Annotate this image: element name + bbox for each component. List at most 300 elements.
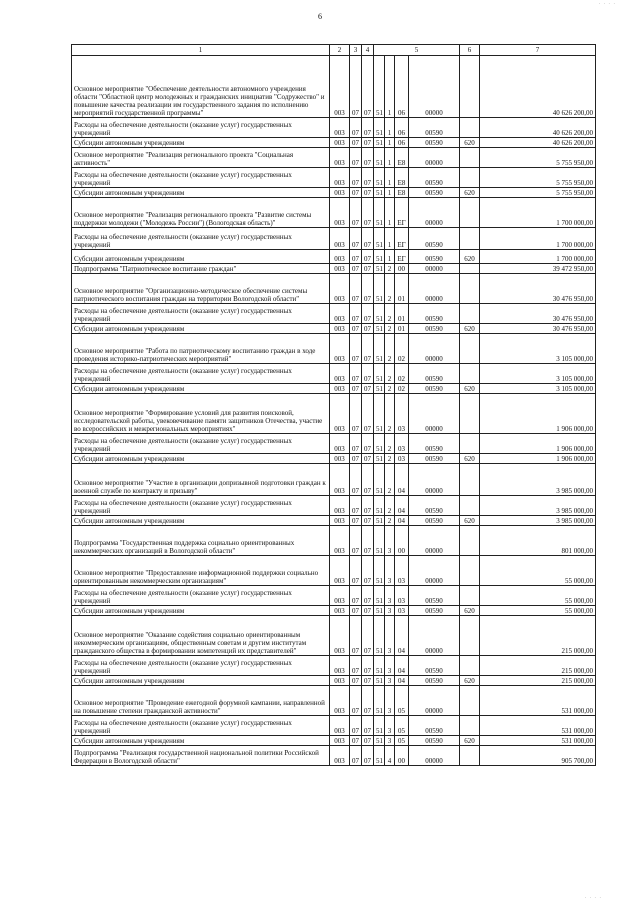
cell-amount: 3 985 000,00 xyxy=(480,496,596,516)
cell-e: 00000 xyxy=(409,686,460,716)
cell-c6: 620 xyxy=(460,516,480,526)
cell-name: Расходы на обеспечение деятельности (оказание услуг) государственных учреждений xyxy=(72,304,330,324)
cell-d: 00 xyxy=(395,264,409,274)
cell-c4: 07 xyxy=(362,138,374,148)
cell-d: ЕГ xyxy=(395,228,409,250)
cell-c3: 07 xyxy=(350,716,362,736)
cell-e: 00590 xyxy=(409,384,460,394)
cell-amount: 30 476 950,00 xyxy=(480,304,596,324)
cell-c6 xyxy=(460,148,480,168)
cell-name: Основное мероприятие "Оказание содействия социально ориентированным некоммерческим организациям, общественным советам и другим институтам гражданского общества в формировании компетенций их представителей" xyxy=(72,616,330,656)
table-row xyxy=(72,716,596,736)
table-row xyxy=(72,198,596,228)
cell-c3: 07 xyxy=(350,686,362,716)
table-row xyxy=(72,56,596,118)
cell-c2: 003 xyxy=(330,334,350,364)
cell-amount: 40 626 200,00 xyxy=(480,138,596,148)
cell-e: 00590 xyxy=(409,228,460,250)
cell-name: Подпрограмма "Патриотическое воспитание граждан" xyxy=(72,264,330,274)
cell-e: 00000 xyxy=(409,264,460,274)
cell-name: Расходы на обеспечение деятельности (оказание услуг) государственных учреждений xyxy=(72,434,330,454)
cell-d: 05 xyxy=(395,716,409,736)
cell-c2: 003 xyxy=(330,556,350,586)
cell-c3: 07 xyxy=(350,656,362,676)
cell-d: 00 xyxy=(395,746,409,766)
page-number: 6 xyxy=(318,12,322,21)
cell-b: 2 xyxy=(385,464,395,496)
cell-name: Субсидии автономным учреждениям xyxy=(72,188,330,198)
cell-c3: 07 xyxy=(350,324,362,334)
cell-name: Подпрограмма "Реализация государственной национальной политики Российской Федерации в Вологодской области" xyxy=(72,746,330,766)
cell-c3: 07 xyxy=(350,228,362,250)
cell-c3: 07 xyxy=(350,434,362,454)
header-cell: 2 xyxy=(330,45,350,56)
table-row xyxy=(72,384,596,394)
cell-e: 00590 xyxy=(409,716,460,736)
cell-b: 2 xyxy=(385,274,395,304)
cell-name: Расходы на обеспечение деятельности (оказание услуг) государственных учреждений xyxy=(72,228,330,250)
cell-d: ЕГ xyxy=(395,250,409,264)
cell-name: Основное мероприятие "Проведение ежегодной форумной кампании, направленной на повышение степени гражданской активности" xyxy=(72,686,330,716)
cell-c6 xyxy=(460,464,480,496)
cell-c4: 07 xyxy=(362,556,374,586)
cell-a: 51 xyxy=(374,516,385,526)
cell-b: 2 xyxy=(385,304,395,324)
cell-c4: 07 xyxy=(362,394,374,434)
cell-c2: 003 xyxy=(330,616,350,656)
cell-amount: 40 626 200,00 xyxy=(480,56,596,118)
cell-d: 04 xyxy=(395,464,409,496)
cell-b: 3 xyxy=(385,716,395,736)
cell-a: 51 xyxy=(374,138,385,148)
cell-name: Расходы на обеспечение деятельности (оказание услуг) государственных учреждений xyxy=(72,716,330,736)
cell-a: 51 xyxy=(374,394,385,434)
cell-b: 2 xyxy=(385,516,395,526)
cell-d: 02 xyxy=(395,384,409,394)
cell-c6 xyxy=(460,198,480,228)
cell-c3: 07 xyxy=(350,56,362,118)
cell-name: Субсидии автономным учреждениям xyxy=(72,736,330,746)
cell-c2: 003 xyxy=(330,686,350,716)
cell-c2: 003 xyxy=(330,716,350,736)
cell-c4: 07 xyxy=(362,264,374,274)
cell-c4: 07 xyxy=(362,304,374,324)
cell-a: 51 xyxy=(374,746,385,766)
table-row xyxy=(72,434,596,454)
table-body xyxy=(72,56,596,766)
cell-c6: 620 xyxy=(460,138,480,148)
cell-c3: 07 xyxy=(350,274,362,304)
table-row xyxy=(72,454,596,464)
cell-c6 xyxy=(460,586,480,606)
cell-e: 00000 xyxy=(409,616,460,656)
cell-c2: 003 xyxy=(330,138,350,148)
cell-a: 51 xyxy=(374,606,385,616)
cell-d: 02 xyxy=(395,334,409,364)
cell-amount: 1 906 000,00 xyxy=(480,394,596,434)
cell-e: 00590 xyxy=(409,118,460,138)
cell-c6: 620 xyxy=(460,384,480,394)
cell-c4: 07 xyxy=(362,516,374,526)
cell-d: 03 xyxy=(395,606,409,616)
cell-b: 1 xyxy=(385,56,395,118)
cell-c3: 07 xyxy=(350,526,362,556)
cell-c6 xyxy=(460,686,480,716)
cell-c4: 07 xyxy=(362,464,374,496)
cell-a: 51 xyxy=(374,274,385,304)
cell-d: 01 xyxy=(395,274,409,304)
cell-e: 00000 xyxy=(409,746,460,766)
cell-c4: 07 xyxy=(362,686,374,716)
cell-a: 51 xyxy=(374,716,385,736)
cell-e: 00590 xyxy=(409,656,460,676)
cell-c4: 07 xyxy=(362,716,374,736)
cell-c6 xyxy=(460,746,480,766)
cell-a: 51 xyxy=(374,496,385,516)
cell-c6 xyxy=(460,526,480,556)
cell-amount: 5 755 950,00 xyxy=(480,148,596,168)
cell-a: 51 xyxy=(374,616,385,656)
cell-c2: 003 xyxy=(330,526,350,556)
table-row xyxy=(72,464,596,496)
cell-a: 51 xyxy=(374,384,385,394)
cell-b: 2 xyxy=(385,384,395,394)
cell-c6: 620 xyxy=(460,250,480,264)
cell-b: 2 xyxy=(385,334,395,364)
cell-amount: 215 000,00 xyxy=(480,676,596,686)
cell-c3: 07 xyxy=(350,334,362,364)
table-row xyxy=(72,516,596,526)
header-cell: 1 xyxy=(72,45,330,56)
cell-name: Основное мероприятие "Обеспечение деятельности автономного учреждения области "Областной центр молодежных и гражданских инициатив "Содружество" и повышение качества реализации им государственного задания по исполнению мероприятий государственной программы" xyxy=(72,56,330,118)
cell-name: Основное мероприятие "Участие в организации допризывной подготовки граждан к военной службе по контракту и призыву" xyxy=(72,464,330,496)
cell-c3: 07 xyxy=(350,676,362,686)
cell-b: 2 xyxy=(385,454,395,464)
cell-a: 51 xyxy=(374,250,385,264)
cell-e: 00000 xyxy=(409,274,460,304)
cell-c3: 07 xyxy=(350,384,362,394)
scan-corner-mark: · · · · xyxy=(584,896,602,901)
cell-c3: 07 xyxy=(350,304,362,324)
cell-e: 00590 xyxy=(409,364,460,384)
budget-table xyxy=(71,44,596,766)
cell-c2: 003 xyxy=(330,746,350,766)
table-row xyxy=(72,686,596,716)
cell-amount: 1 700 000,00 xyxy=(480,228,596,250)
cell-a: 51 xyxy=(374,334,385,364)
cell-amount: 3 105 000,00 xyxy=(480,384,596,394)
cell-a: 51 xyxy=(374,586,385,606)
cell-a: 51 xyxy=(374,56,385,118)
cell-name: Субсидии автономным учреждениям xyxy=(72,384,330,394)
cell-c4: 07 xyxy=(362,656,374,676)
cell-d: E8 xyxy=(395,188,409,198)
header-row xyxy=(72,45,596,56)
header-cell: 4 xyxy=(362,45,374,56)
cell-d: 03 xyxy=(395,434,409,454)
cell-e: 00590 xyxy=(409,496,460,516)
cell-d: 02 xyxy=(395,364,409,384)
cell-c2: 003 xyxy=(330,168,350,188)
cell-name: Основное мероприятие "Реализация регионального проекта "Социальная активность" xyxy=(72,148,330,168)
cell-c4: 07 xyxy=(362,496,374,516)
cell-a: 51 xyxy=(374,364,385,384)
cell-amount: 55 000,00 xyxy=(480,586,596,606)
cell-c2: 003 xyxy=(330,606,350,616)
cell-c2: 003 xyxy=(330,586,350,606)
cell-amount: 3 985 000,00 xyxy=(480,516,596,526)
cell-e: 00590 xyxy=(409,736,460,746)
cell-c2: 003 xyxy=(330,148,350,168)
cell-c2: 003 xyxy=(330,516,350,526)
cell-c4: 07 xyxy=(362,168,374,188)
cell-name: Основное мероприятие "Работа по патриотическому воспитанию граждан в ходе проведения историко-патриотических мероприятий" xyxy=(72,334,330,364)
cell-c2: 003 xyxy=(330,274,350,304)
cell-amount: 30 476 950,00 xyxy=(480,324,596,334)
table-row xyxy=(72,228,596,250)
cell-c4: 07 xyxy=(362,250,374,264)
cell-amount: 30 476 950,00 xyxy=(480,274,596,304)
cell-amount: 531 000,00 xyxy=(480,716,596,736)
cell-b: 3 xyxy=(385,676,395,686)
cell-d: 04 xyxy=(395,656,409,676)
cell-c4: 07 xyxy=(362,324,374,334)
cell-e: 00590 xyxy=(409,250,460,264)
cell-e: 00000 xyxy=(409,556,460,586)
cell-c3: 07 xyxy=(350,138,362,148)
cell-amount: 40 626 200,00 xyxy=(480,118,596,138)
cell-name: Основное мероприятие "Организационно-методическое обеспечение системы патриотического воспитания граждан на территории Вологодской области" xyxy=(72,274,330,304)
cell-c6 xyxy=(460,274,480,304)
cell-d: 04 xyxy=(395,516,409,526)
cell-c3: 07 xyxy=(350,364,362,384)
cell-name: Расходы на обеспечение деятельности (оказание услуг) государственных учреждений xyxy=(72,168,330,188)
table-row xyxy=(72,496,596,516)
cell-c4: 07 xyxy=(362,434,374,454)
cell-c4: 07 xyxy=(362,56,374,118)
table-row xyxy=(72,304,596,324)
cell-c6 xyxy=(460,716,480,736)
cell-amount: 1 906 000,00 xyxy=(480,454,596,464)
cell-c4: 07 xyxy=(362,746,374,766)
cell-b: 2 xyxy=(385,434,395,454)
cell-name: Субсидии автономным учреждениям xyxy=(72,324,330,334)
cell-d: 06 xyxy=(395,56,409,118)
cell-a: 51 xyxy=(374,264,385,274)
cell-a: 51 xyxy=(374,454,385,464)
cell-e: 00590 xyxy=(409,676,460,686)
cell-b: 3 xyxy=(385,556,395,586)
cell-c3: 07 xyxy=(350,736,362,746)
cell-amount: 5 755 950,00 xyxy=(480,168,596,188)
cell-amount: 215 000,00 xyxy=(480,616,596,656)
cell-c3: 07 xyxy=(350,606,362,616)
cell-amount: 905 700,00 xyxy=(480,746,596,766)
cell-c6 xyxy=(460,334,480,364)
cell-c2: 003 xyxy=(330,394,350,434)
cell-d: 03 xyxy=(395,556,409,586)
cell-c6: 620 xyxy=(460,676,480,686)
cell-c3: 07 xyxy=(350,464,362,496)
cell-d: 03 xyxy=(395,454,409,464)
cell-b: 2 xyxy=(385,364,395,384)
cell-amount: 5 755 950,00 xyxy=(480,188,596,198)
cell-c2: 003 xyxy=(330,188,350,198)
cell-c4: 07 xyxy=(362,274,374,304)
cell-c3: 07 xyxy=(350,188,362,198)
cell-amount: 3 105 000,00 xyxy=(480,364,596,384)
cell-c3: 07 xyxy=(350,586,362,606)
cell-c3: 07 xyxy=(350,556,362,586)
cell-c6 xyxy=(460,228,480,250)
cell-c6 xyxy=(460,364,480,384)
cell-name: Расходы на обеспечение деятельности (оказание услуг) государственных учреждений xyxy=(72,656,330,676)
table-row xyxy=(72,676,596,686)
cell-c6: 620 xyxy=(460,188,480,198)
cell-c6 xyxy=(460,496,480,516)
cell-c6: 620 xyxy=(460,454,480,464)
cell-b: 2 xyxy=(385,324,395,334)
cell-c3: 07 xyxy=(350,148,362,168)
cell-d: 05 xyxy=(395,686,409,716)
cell-c4: 07 xyxy=(362,188,374,198)
cell-d: 04 xyxy=(395,676,409,686)
cell-c4: 07 xyxy=(362,228,374,250)
cell-name: Субсидии автономным учреждениям xyxy=(72,516,330,526)
cell-c6 xyxy=(460,168,480,188)
cell-amount: 1 700 000,00 xyxy=(480,250,596,264)
table-row xyxy=(72,274,596,304)
cell-c2: 003 xyxy=(330,496,350,516)
cell-c4: 07 xyxy=(362,334,374,364)
cell-e: 00590 xyxy=(409,586,460,606)
table-row xyxy=(72,556,596,586)
cell-c4: 07 xyxy=(362,616,374,656)
cell-c2: 003 xyxy=(330,324,350,334)
cell-a: 51 xyxy=(374,556,385,586)
cell-a: 51 xyxy=(374,656,385,676)
cell-d: 01 xyxy=(395,304,409,324)
cell-a: 51 xyxy=(374,736,385,746)
cell-amount: 55 000,00 xyxy=(480,606,596,616)
cell-name: Основное мероприятие "Реализация регионального проекта "Развитие системы поддержки молодежи ("Молодежь России") (Вологодская область)" xyxy=(72,198,330,228)
cell-e: 00000 xyxy=(409,198,460,228)
cell-a: 51 xyxy=(374,464,385,496)
cell-c3: 07 xyxy=(350,496,362,516)
cell-a: 51 xyxy=(374,188,385,198)
cell-c2: 003 xyxy=(330,198,350,228)
cell-amount: 39 472 950,00 xyxy=(480,264,596,274)
cell-b: 3 xyxy=(385,586,395,606)
cell-d: ЕГ xyxy=(395,198,409,228)
cell-c2: 003 xyxy=(330,464,350,496)
cell-amount: 801 000,00 xyxy=(480,526,596,556)
cell-e: 00590 xyxy=(409,168,460,188)
cell-b: 1 xyxy=(385,168,395,188)
cell-c4: 07 xyxy=(362,606,374,616)
cell-c6 xyxy=(460,394,480,434)
cell-c3: 07 xyxy=(350,198,362,228)
cell-c4: 07 xyxy=(362,364,374,384)
cell-c2: 003 xyxy=(330,304,350,324)
cell-c3: 07 xyxy=(350,616,362,656)
cell-c4: 07 xyxy=(362,736,374,746)
cell-a: 51 xyxy=(374,324,385,334)
cell-e: 00590 xyxy=(409,434,460,454)
cell-b: 3 xyxy=(385,686,395,716)
cell-c3: 07 xyxy=(350,264,362,274)
cell-e: 00000 xyxy=(409,56,460,118)
header-cell: 3 xyxy=(350,45,362,56)
cell-name: Субсидии автономным учреждениям xyxy=(72,454,330,464)
cell-c2: 003 xyxy=(330,364,350,384)
table-row xyxy=(72,264,596,274)
cell-b: 1 xyxy=(385,198,395,228)
cell-c6 xyxy=(460,304,480,324)
cell-c6 xyxy=(460,556,480,586)
cell-b: 1 xyxy=(385,250,395,264)
table-row xyxy=(72,334,596,364)
table-row xyxy=(72,324,596,334)
cell-c6 xyxy=(460,434,480,454)
cell-c6: 620 xyxy=(460,324,480,334)
cell-a: 51 xyxy=(374,118,385,138)
cell-a: 51 xyxy=(374,304,385,324)
cell-c2: 003 xyxy=(330,656,350,676)
cell-name: Расходы на обеспечение деятельности (оказание услуг) государственных учреждений xyxy=(72,364,330,384)
header-cell: 5 xyxy=(374,45,460,56)
cell-d: 04 xyxy=(395,496,409,516)
table-row xyxy=(72,364,596,384)
cell-e: 00590 xyxy=(409,516,460,526)
cell-amount: 215 000,00 xyxy=(480,656,596,676)
cell-c3: 07 xyxy=(350,746,362,766)
cell-c4: 07 xyxy=(362,526,374,556)
cell-name: Расходы на обеспечение деятельности (оказание услуг) государственных учреждений xyxy=(72,118,330,138)
cell-amount: 3 105 000,00 xyxy=(480,334,596,364)
cell-c3: 07 xyxy=(350,168,362,188)
cell-b: 1 xyxy=(385,138,395,148)
cell-name: Основное мероприятие "Формирование условий для развития поисковой, исследовательской работы, увековечивание памяти защитников Отечества, участие во всероссийских и межрегиональных мероприятиях" xyxy=(72,394,330,434)
cell-name: Расходы на обеспечение деятельности (оказание услуг) государственных учреждений xyxy=(72,496,330,516)
cell-c6: 620 xyxy=(460,606,480,616)
cell-amount: 55 000,00 xyxy=(480,556,596,586)
cell-a: 51 xyxy=(374,168,385,188)
cell-c2: 003 xyxy=(330,736,350,746)
cell-d: 00 xyxy=(395,526,409,556)
cell-amount: 531 000,00 xyxy=(480,686,596,716)
table-row xyxy=(72,606,596,616)
table-row xyxy=(72,168,596,188)
cell-c4: 07 xyxy=(362,118,374,138)
table-row xyxy=(72,736,596,746)
cell-amount: 3 985 000,00 xyxy=(480,464,596,496)
cell-d: 03 xyxy=(395,586,409,606)
cell-d: 05 xyxy=(395,736,409,746)
table-row xyxy=(72,138,596,148)
cell-b: 1 xyxy=(385,188,395,198)
cell-c6 xyxy=(460,56,480,118)
cell-c2: 003 xyxy=(330,56,350,118)
cell-e: 00000 xyxy=(409,148,460,168)
table-row xyxy=(72,188,596,198)
cell-c4: 07 xyxy=(362,148,374,168)
cell-a: 51 xyxy=(374,676,385,686)
cell-name: Субсидии автономным учреждениям xyxy=(72,606,330,616)
cell-c2: 003 xyxy=(330,434,350,454)
cell-c4: 07 xyxy=(362,454,374,464)
cell-name: Субсидии автономным учреждениям xyxy=(72,676,330,686)
